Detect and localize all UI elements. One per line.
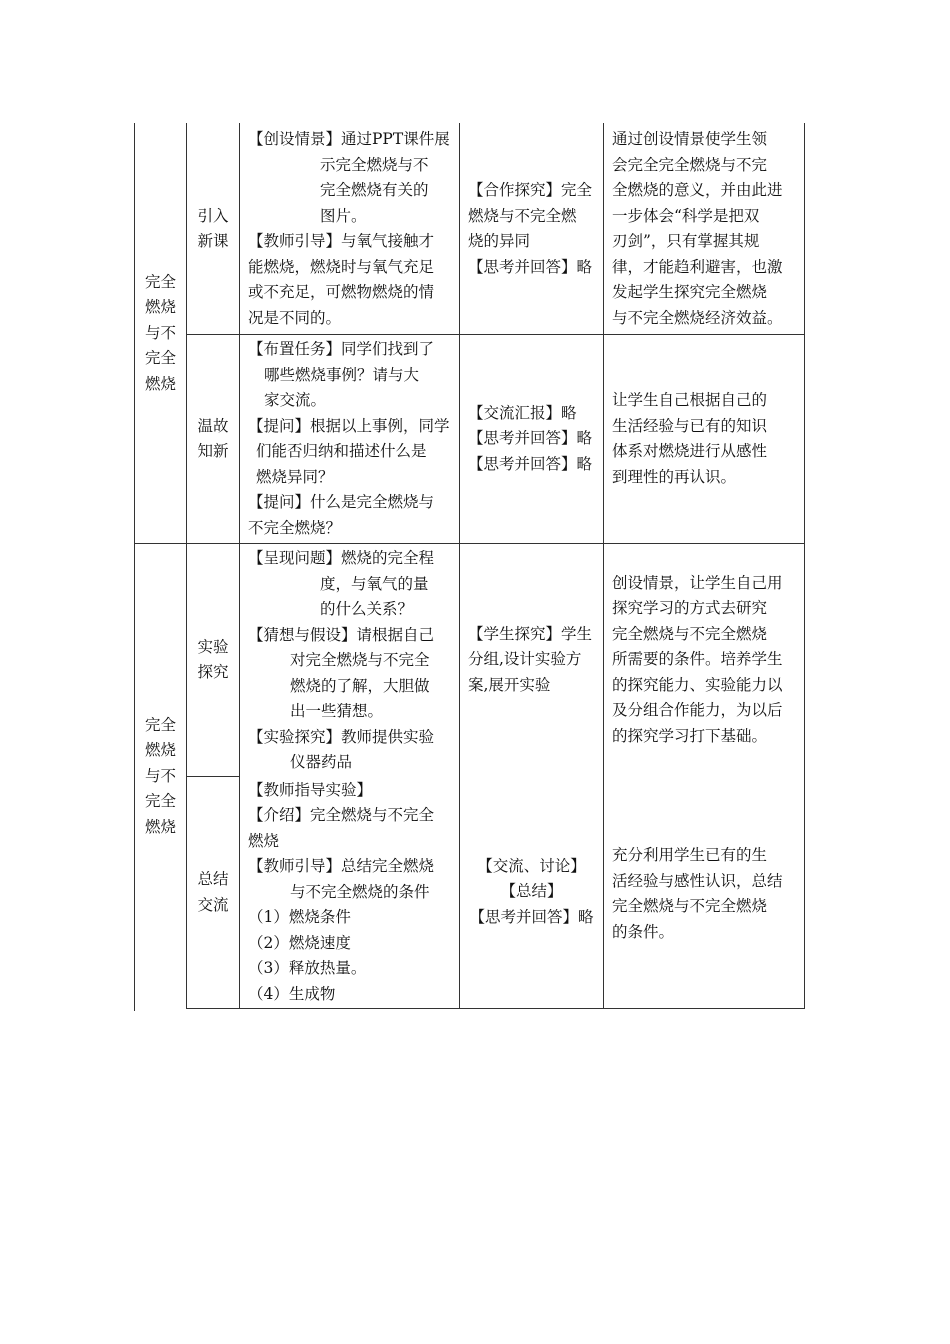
teacher-line: 图片。 bbox=[320, 206, 367, 225]
intent-line: 完全燃烧与不完全燃烧 bbox=[612, 897, 768, 915]
teacher-line: 【布置任务】同学们找到了 bbox=[248, 340, 435, 358]
student-activity-summary bbox=[460, 852, 603, 932]
intent-line: 创设情景，让学生自己用 bbox=[612, 573, 783, 592]
design-intent-intro bbox=[612, 124, 802, 334]
teacher-line: 【创设情景】通过PPT课件展 bbox=[248, 130, 450, 148]
intent-line: 的探究能力、实验能力以 bbox=[612, 675, 783, 694]
teacher-line: 哪些燃烧事例？请与大 bbox=[264, 365, 420, 384]
intent-line: 充分利用学生已有的生 bbox=[612, 846, 768, 864]
teacher-line: （1）燃烧条件 bbox=[248, 908, 351, 927]
intent-line: 所需要的条件。培养学生 bbox=[612, 650, 783, 669]
teacher-line: 燃烧 bbox=[248, 831, 280, 850]
teacher-activity-intro bbox=[248, 124, 458, 334]
design-intent-review bbox=[612, 335, 802, 543]
student-line: 【思考并回答】略 bbox=[469, 907, 594, 926]
intent-column-left-border bbox=[603, 123, 604, 1009]
intent-line: 生活经验与已有的知识 bbox=[612, 416, 768, 435]
intent-line: 通过创设情景使学生领 bbox=[612, 130, 768, 148]
student-activity-intro bbox=[468, 124, 602, 334]
design-intent-experiment bbox=[612, 570, 802, 750]
intent-line: 的探究学习打下基础。 bbox=[612, 726, 768, 745]
intent-line: 会完全完全燃烧与不完 bbox=[612, 155, 768, 174]
student-line: 分组,设计实验方 bbox=[468, 650, 582, 669]
teacher-line: （3）释放热量。 bbox=[248, 959, 367, 978]
section-label-1 bbox=[135, 124, 186, 543]
student-line: 燃烧与不完全燃 bbox=[468, 206, 577, 225]
stage-label-line: 探究 bbox=[197, 663, 229, 681]
teacher-line: 【教师指导实验】 bbox=[248, 780, 373, 799]
intent-line: 全燃烧的意义，并由此进 bbox=[612, 181, 783, 199]
stage-cell-intro bbox=[187, 124, 239, 334]
teacher-line: 们能否归纳和描述什么是 bbox=[256, 442, 427, 460]
student-activity-review bbox=[468, 335, 602, 543]
section-label-line: 与不 bbox=[144, 766, 176, 785]
student-line: 【交流、讨论】 bbox=[477, 856, 586, 875]
student-line: 【合作探究】完全 bbox=[468, 181, 593, 199]
student-line: 【思考并回答】略 bbox=[468, 454, 593, 473]
intent-line: 体系对燃烧进行从感性 bbox=[612, 442, 768, 460]
teacher-line: 完全燃烧有关的 bbox=[320, 181, 429, 199]
teacher-line: 度，与氧气的量 bbox=[320, 574, 429, 593]
stage-label-line: 温故 bbox=[197, 416, 229, 435]
teacher-activity-review bbox=[248, 335, 458, 543]
teacher-line: 【提问】什么是完全燃烧与 bbox=[248, 493, 435, 511]
section-label-line: 燃烧 bbox=[144, 374, 176, 393]
teacher-line: 不完全燃烧？ bbox=[248, 518, 342, 537]
teacher-line: 况是不同的。 bbox=[248, 308, 342, 327]
section-label-line: 燃烧 bbox=[144, 741, 176, 760]
teacher-line: 【提问】根据以上事例，同学 bbox=[248, 416, 450, 435]
intent-line: 与不完全燃烧经济效益。 bbox=[612, 308, 783, 327]
teacher-column-left-border bbox=[239, 123, 240, 1009]
student-line: 【交流汇报】略 bbox=[468, 403, 577, 422]
intent-line: 完全燃烧与不完全燃烧 bbox=[612, 624, 768, 643]
teacher-line: 能燃烧，燃烧时与氧气充足 bbox=[248, 257, 435, 276]
student-line: 烧的异同 bbox=[468, 232, 531, 250]
teacher-line: 仪器药品 bbox=[290, 753, 353, 772]
intent-line: 探究学习的方式去研究 bbox=[612, 599, 768, 618]
intent-line: 刃剑”，只有掌握其规 bbox=[612, 232, 760, 250]
teacher-line: 【实验探究】教师提供实验 bbox=[248, 727, 435, 746]
student-activity-experiment bbox=[468, 620, 602, 700]
stage-label-line: 引入 bbox=[197, 206, 229, 225]
intent-line: 一步体会“科学是把双 bbox=[612, 206, 760, 225]
intent-line: 律，才能趋利避害，也激 bbox=[612, 257, 783, 276]
section-label-line: 完全 bbox=[144, 349, 176, 368]
teacher-line: 【教师引导】与氧气接触才 bbox=[248, 232, 435, 250]
teacher-line: 【教师引导】总结完全燃烧 bbox=[248, 857, 435, 876]
intent-line: 让学生自己根据自己的 bbox=[612, 391, 768, 409]
section-label-line: 燃烧 bbox=[144, 817, 176, 836]
student-line: 案,展开实验 bbox=[468, 675, 551, 694]
student-line: 【总结】 bbox=[500, 882, 563, 901]
student-line: 【思考并回答】略 bbox=[468, 257, 593, 276]
intent-line: 到理性的再认识。 bbox=[612, 467, 737, 486]
intent-line: 发起学生探究完全燃烧 bbox=[612, 283, 768, 301]
teacher-line: 对完全燃烧与不完全 bbox=[290, 651, 430, 670]
stage-label-line: 总结 bbox=[197, 870, 229, 888]
section-label-line: 完全 bbox=[144, 792, 176, 811]
teacher-line: 与不完全燃烧的条件 bbox=[290, 882, 430, 901]
teacher-line: 示完全燃烧与不 bbox=[320, 155, 429, 174]
teacher-line: 燃烧的了解，大胆做 bbox=[290, 676, 430, 695]
section-label-line: 完全 bbox=[144, 272, 176, 291]
teacher-line: （2）燃烧速度 bbox=[248, 933, 351, 952]
teacher-line: 【猜想与假设】请根据自己 bbox=[248, 625, 435, 644]
teacher-line: 燃烧异同？ bbox=[256, 467, 334, 486]
teacher-line: 的什么关系？ bbox=[320, 600, 414, 619]
stage-label-line: 知新 bbox=[197, 442, 229, 460]
stage-cell-review bbox=[187, 335, 239, 543]
teacher-activity-summary bbox=[248, 777, 458, 1008]
section-label-line: 燃烧 bbox=[144, 298, 176, 317]
student-line: 【思考并回答】略 bbox=[468, 429, 593, 448]
stage-label-line: 交流 bbox=[197, 895, 229, 914]
section-label-2 bbox=[135, 544, 186, 1009]
student-line: 【学生探究】学生 bbox=[468, 624, 593, 643]
section-label-line: 完全 bbox=[144, 715, 176, 734]
teacher-line: 【呈现问题】燃烧的完全程 bbox=[248, 549, 435, 568]
teacher-line: 家交流。 bbox=[264, 391, 327, 409]
stage-label-line: 实验 bbox=[197, 637, 229, 656]
intent-line: 活经验与感性认识，总结 bbox=[612, 871, 783, 890]
teacher-line: 出一些猜想。 bbox=[290, 702, 384, 721]
intent-line: 及分组合作能力，为以后 bbox=[612, 701, 783, 720]
teacher-line: （4）生成物 bbox=[248, 984, 336, 1003]
design-intent-summary bbox=[612, 842, 802, 946]
table-right-border bbox=[804, 123, 805, 1009]
stage-label-line: 新课 bbox=[197, 232, 229, 250]
section-label-line: 与不 bbox=[144, 323, 176, 342]
teacher-line: 或不充足，可燃物燃烧的情 bbox=[248, 283, 435, 301]
intent-line: 的条件。 bbox=[612, 922, 675, 941]
teacher-activity-experiment bbox=[248, 544, 458, 778]
table-bottom-border bbox=[186, 1008, 805, 1009]
stage-cell-experiment bbox=[187, 544, 239, 776]
teacher-line: 【介绍】完全燃烧与不完全 bbox=[248, 806, 435, 825]
stage-cell-summary bbox=[187, 777, 239, 1008]
